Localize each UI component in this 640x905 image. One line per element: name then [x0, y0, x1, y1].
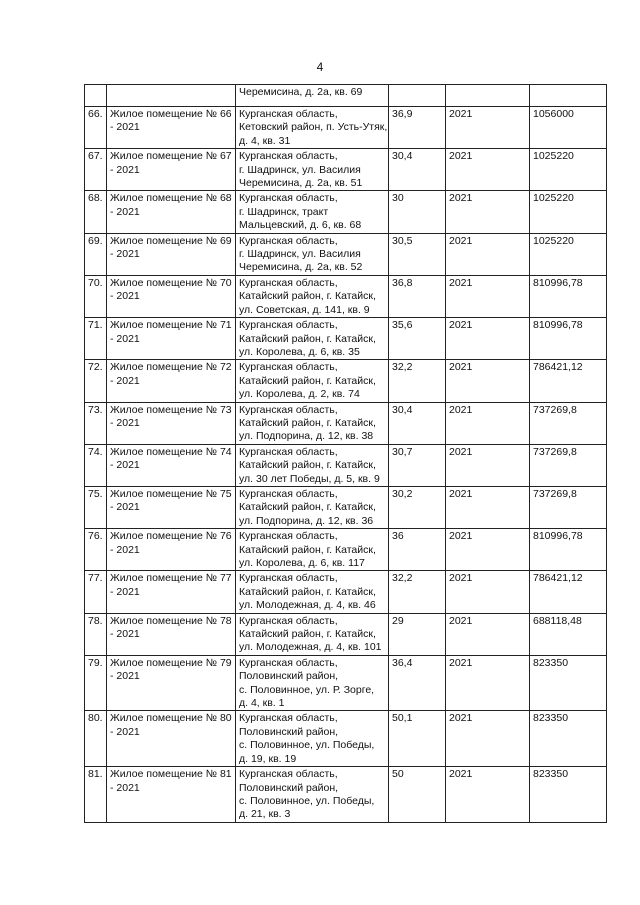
cell-price: 823350	[530, 711, 607, 767]
cell-year: 2021	[446, 711, 530, 767]
address-line: Курганская область,	[239, 234, 338, 247]
address-line: Катайский район, г. Катайск,	[239, 628, 376, 641]
table-row	[85, 529, 607, 571]
table-row	[85, 711, 607, 767]
address-line: Курганская область,	[239, 276, 338, 289]
cell-address	[236, 655, 389, 711]
name-line: - 2021	[110, 543, 140, 556]
address-line: ул. Молодежная, д. 4, кв. 46	[239, 599, 376, 612]
cell-area: 30,5	[389, 233, 446, 275]
cell-number: 75.	[85, 486, 107, 528]
cell-price: 737269,8	[530, 444, 607, 486]
cell-year: 2021	[446, 655, 530, 711]
address-line: ул. 30 лет Победы, д. 5, кв. 9	[239, 472, 380, 485]
name-line: - 2021	[110, 290, 140, 303]
cell-area: 50,1	[389, 711, 446, 767]
name-line: - 2021	[110, 459, 140, 472]
cell-price: 688118,48	[530, 613, 607, 655]
name-line: Жилое помещение № 69	[110, 234, 232, 247]
cell-price: 1025220	[530, 149, 607, 191]
cell-name	[107, 655, 236, 711]
cell-year: 2021	[446, 318, 530, 360]
address-line: ул. Подпорина, д. 12, кв. 38	[239, 430, 374, 443]
name-line: Жилое помещение № 72	[110, 361, 232, 374]
cell-address	[236, 275, 389, 317]
name-line: Жилое помещение № 70	[110, 276, 232, 289]
table-row	[85, 107, 607, 149]
name-line: Жилое помещение № 79	[110, 656, 232, 669]
cell-address	[236, 613, 389, 655]
cell-name	[107, 318, 236, 360]
cell-year: 2021	[446, 402, 530, 444]
cell-address	[236, 711, 389, 767]
cell-name	[107, 571, 236, 613]
cell-number: 81.	[85, 767, 107, 823]
address-line: Катайский район, г. Катайск,	[239, 416, 376, 429]
name-line: Жилое помещение № 68	[110, 192, 232, 205]
cell-year: 2021	[446, 191, 530, 233]
cell-price: 737269,8	[530, 486, 607, 528]
cell-price: 823350	[530, 655, 607, 711]
name-line: Жилое помещение № 80	[110, 712, 232, 725]
cell-number	[85, 85, 107, 107]
continuation-row	[85, 85, 607, 107]
cell-name	[107, 191, 236, 233]
cell-price: 810996,78	[530, 318, 607, 360]
cell-year: 2021	[446, 444, 530, 486]
address-line: Катайский район, г. Катайск,	[239, 501, 376, 514]
cell-price: 810996,78	[530, 275, 607, 317]
cell-name	[107, 767, 236, 823]
address-line: с. Половинное, ул. Победы,	[239, 794, 375, 807]
address-line: д. 4, кв. 31	[239, 134, 291, 147]
name-line: - 2021	[110, 585, 140, 598]
table-row	[85, 767, 607, 823]
table-row	[85, 149, 607, 191]
cell-area: 36,4	[389, 655, 446, 711]
cell-area: 30,4	[389, 149, 446, 191]
address-line: ул. Подпорина, д. 12, кв. 36	[239, 514, 374, 527]
address-line: Курганская область,	[239, 768, 338, 781]
table-row	[85, 318, 607, 360]
cell-price: 810996,78	[530, 529, 607, 571]
table-body	[85, 85, 607, 823]
cell-address	[236, 191, 389, 233]
cell-year: 2021	[446, 360, 530, 402]
address-line: Курганская область,	[239, 403, 338, 416]
cell-area: 36,8	[389, 275, 446, 317]
cell-address	[236, 360, 389, 402]
cell-area: 29	[389, 613, 446, 655]
name-line: - 2021	[110, 374, 140, 387]
cell-area: 30,7	[389, 444, 446, 486]
name-line: - 2021	[110, 670, 140, 683]
cell-name	[107, 486, 236, 528]
address-line: Курганская область,	[239, 572, 338, 585]
cell-name	[107, 444, 236, 486]
cell-area: 32,2	[389, 571, 446, 613]
cell-address	[236, 571, 389, 613]
cell-year: 2021	[446, 529, 530, 571]
address-line: Курганская область,	[239, 656, 338, 669]
cell-area	[389, 85, 446, 107]
cell-price	[530, 85, 607, 107]
cell-name	[107, 149, 236, 191]
cell-number: 72.	[85, 360, 107, 402]
cell-price: 1025220	[530, 233, 607, 275]
table-row	[85, 486, 607, 528]
cell-year: 2021	[446, 233, 530, 275]
cell-address	[236, 107, 389, 149]
cell-area: 30	[389, 191, 446, 233]
cell-year: 2021	[446, 107, 530, 149]
cell-price: 786421,12	[530, 360, 607, 402]
table-row	[85, 233, 607, 275]
cell-price: 1056000	[530, 107, 607, 149]
table-row	[85, 444, 607, 486]
name-line: Жилое помещение № 75	[110, 487, 232, 500]
cell-address	[236, 402, 389, 444]
address-line: Курганская область,	[239, 445, 338, 458]
name-line: - 2021	[110, 248, 140, 261]
cell-year: 2021	[446, 767, 530, 823]
cell-name	[107, 402, 236, 444]
cell-price: 823350	[530, 767, 607, 823]
cell-address	[236, 529, 389, 571]
address-line: Катайский район, г. Катайск,	[239, 459, 376, 472]
name-line: - 2021	[110, 205, 140, 218]
cell-year: 2021	[446, 149, 530, 191]
name-line: - 2021	[110, 332, 140, 345]
cell-year: 2021	[446, 486, 530, 528]
cell-number: 77.	[85, 571, 107, 613]
address-line: Катайский район, г. Катайск,	[239, 543, 376, 556]
address-line: Курганская область,	[239, 108, 338, 120]
name-line: Жилое помещение № 77	[110, 572, 232, 585]
name-line: Жилое помещение № 76	[110, 530, 232, 543]
name-line: Жилое помещение № 71	[110, 319, 232, 332]
cell-address	[236, 318, 389, 360]
address-line: Половинский район,	[239, 725, 339, 738]
cell-area: 30,2	[389, 486, 446, 528]
cell-year: 2021	[446, 275, 530, 317]
cell-price: 786421,12	[530, 571, 607, 613]
name-line: - 2021	[110, 725, 140, 738]
address-line: ул. Молодежная, д. 4, кв. 101	[239, 641, 382, 654]
cell-number: 70.	[85, 275, 107, 317]
cell-address	[236, 149, 389, 191]
cell-area: 35,6	[389, 318, 446, 360]
cell-name	[107, 529, 236, 571]
cell-number: 79.	[85, 655, 107, 711]
address-line: Черемисина, д. 2а, кв. 69	[239, 86, 363, 98]
address-line: Курганская область,	[239, 712, 338, 725]
address-line: Половинский район,	[239, 781, 339, 794]
cell-number: 80.	[85, 711, 107, 767]
cell-area: 30,4	[389, 402, 446, 444]
name-line: - 2021	[110, 416, 140, 429]
cell-year: 2021	[446, 571, 530, 613]
cell-number: 76.	[85, 529, 107, 571]
address-line: Катайский район, г. Катайск,	[239, 332, 376, 345]
address-line: ул. Королева, д. 2, кв. 74	[239, 388, 360, 401]
table-row	[85, 655, 607, 711]
table-row	[85, 275, 607, 317]
address-line: Курганская область,	[239, 192, 338, 205]
cell-year: 2021	[446, 613, 530, 655]
cell-area: 32,2	[389, 360, 446, 402]
cell-address	[236, 85, 389, 107]
property-registry-table	[84, 84, 607, 823]
address-line: с. Половинное, ул. Р. Зорге,	[239, 683, 375, 696]
cell-name	[107, 275, 236, 317]
name-line: Жилое помещение № 81	[110, 768, 232, 781]
cell-name	[107, 107, 236, 149]
address-line: Курганская область,	[239, 487, 338, 500]
address-line: г. Шадринск, ул. Василия	[239, 248, 361, 261]
address-line: Катайский район, г. Катайск,	[239, 290, 376, 303]
address-line: Курганская область,	[239, 530, 338, 543]
name-line: Жилое помещение № 67	[110, 150, 232, 163]
cell-address	[236, 486, 389, 528]
cell-number: 69.	[85, 233, 107, 275]
cell-name	[107, 85, 236, 107]
name-line: - 2021	[110, 501, 140, 514]
address-line: Черемисина, д. 2а, кв. 51	[239, 177, 363, 190]
address-line: ул. Королева, д. 6, кв. 35	[239, 345, 360, 358]
address-line: Курганская область,	[239, 150, 338, 163]
cell-address	[236, 767, 389, 823]
cell-number: 67.	[85, 149, 107, 191]
address-line: Курганская область,	[239, 614, 338, 627]
cell-name	[107, 711, 236, 767]
cell-name	[107, 360, 236, 402]
address-line: д. 19, кв. 19	[239, 752, 297, 765]
address-line: Половинский район,	[239, 670, 339, 683]
address-line: ул. Королева, д. 6, кв. 117	[239, 557, 365, 569]
name-line: Жилое помещение № 66	[110, 108, 232, 120]
address-line: Курганская область,	[239, 361, 338, 374]
cell-name	[107, 233, 236, 275]
address-line: г. Шадринск, ул. Василия	[239, 163, 361, 176]
address-line: Курганская область,	[239, 319, 338, 332]
cell-number: 74.	[85, 444, 107, 486]
address-line: Черемисина, д. 2а, кв. 52	[239, 261, 363, 274]
table-row	[85, 571, 607, 613]
table-row	[85, 613, 607, 655]
cell-name	[107, 613, 236, 655]
address-line: Кетовский район, п. Усть-Утяк,	[239, 121, 388, 134]
cell-price: 1025220	[530, 191, 607, 233]
cell-number: 66.	[85, 107, 107, 149]
name-line: Жилое помещение № 73	[110, 403, 232, 416]
cell-number: 68.	[85, 191, 107, 233]
cell-number: 73.	[85, 402, 107, 444]
cell-price: 737269,8	[530, 402, 607, 444]
table-row	[85, 402, 607, 444]
name-line: - 2021	[110, 163, 140, 176]
address-line: ул. Советская, д. 141, кв. 9	[239, 303, 370, 316]
cell-number: 78.	[85, 613, 107, 655]
table-row	[85, 360, 607, 402]
name-line: - 2021	[110, 121, 140, 134]
address-line: д. 21, кв. 3	[239, 808, 291, 821]
cell-area: 50	[389, 767, 446, 823]
cell-address	[236, 233, 389, 275]
table-row	[85, 191, 607, 233]
page-number: 4	[316, 60, 324, 74]
cell-area: 36,9	[389, 107, 446, 149]
address-line: Катайский район, г. Катайск,	[239, 374, 376, 387]
address-line: г. Шадринск, тракт	[239, 205, 329, 218]
address-line: Катайский район, г. Катайск,	[239, 585, 376, 598]
name-line: - 2021	[110, 781, 140, 794]
cell-area: 36	[389, 529, 446, 571]
address-line: с. Половинное, ул. Победы,	[239, 739, 375, 752]
name-line: Жилое помещение № 74	[110, 445, 232, 458]
address-line: Мальцевский, д. 6, кв. 68	[239, 219, 362, 232]
cell-year	[446, 85, 530, 107]
name-line: - 2021	[110, 628, 140, 641]
cell-address	[236, 444, 389, 486]
cell-number: 71.	[85, 318, 107, 360]
address-line: д. 4, кв. 1	[239, 697, 285, 710]
name-line: Жилое помещение № 78	[110, 614, 232, 627]
